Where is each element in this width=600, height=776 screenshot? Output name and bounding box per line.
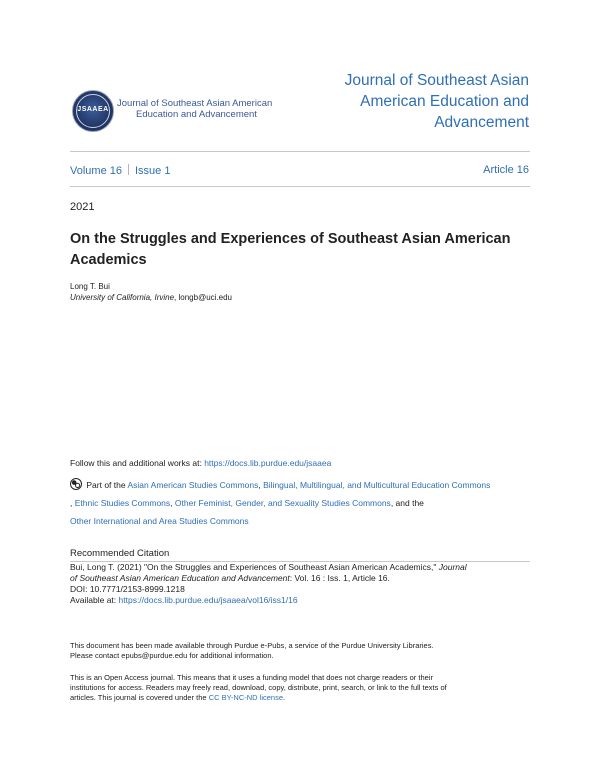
issue-link[interactable]: Issue 1	[134, 165, 171, 177]
commons-link-feminist-gender-sexuality[interactable]: Other Feminist, Gender, and Sexuality Studies Commons	[174, 498, 391, 508]
follow-link[interactable]: https://docs.lib.purdue.edu/jsaaea	[204, 458, 332, 468]
commons-link-bilingual-education[interactable]: Bilingual, Multilingual, and Multicultural Education Commons	[263, 480, 491, 490]
commons-link-ethnic-studies[interactable]: Ethnic Studies Commons	[74, 498, 171, 508]
author-name: Long T. Bui	[70, 282, 110, 291]
article-url-link[interactable]: https://docs.lib.purdue.edu/jsaaea/vol16/iss1/16	[118, 595, 298, 605]
divider	[70, 151, 530, 152]
author-email: , longb@uci.edu	[174, 293, 232, 302]
author-affiliation	[70, 293, 232, 303]
volume-link[interactable]: Volume 16	[70, 165, 122, 177]
commons-link-asian-american-studies[interactable]: Asian American Studies Commons	[127, 480, 259, 490]
follow-line: Follow this and additional works at: https://docs.lib.purdue.edu/jsaaea	[70, 458, 332, 468]
network-commons-icon	[70, 478, 82, 490]
volume-issue	[70, 164, 170, 177]
open-access-notice: This is an Open Access journal. This means that it uses a funding model that does not charge readers or their institutions for access. Readers may freely read, download, copy, distribute, print, search, or link to the full texts of articles. This journal is covered under the CC BY-NC-ND license.	[70, 673, 447, 702]
journal-logo	[72, 88, 302, 134]
publication-year: 2021	[70, 201, 95, 213]
logo-text: Journal of Southeast Asian American Education and Advancement	[117, 98, 273, 120]
commons-link-international-area-studies[interactable]: Other International and Area Studies Commons	[70, 516, 249, 526]
journal-title[interactable]: Journal of Southeast Asian American Education and Advancement	[344, 72, 529, 131]
article-title: On the Struggles and Experiences of Southeast Asian American Academics	[70, 231, 511, 268]
author-institution: University of California, Irvine	[70, 293, 175, 302]
recommended-citation: Bui, Long T. (2021) "On the Struggles and Experiences of Southeast Asian American Academics," Journal of Southeast Asian American Education and Advancement: Vol. 16 : Iss. 1, Article 16. DOI: 10.7771/2153-8999.1218 Available at: https://docs.lib.purdue.edu/jsaaea/vol16/iss1/16	[70, 562, 545, 606]
part-of-commons: Part of the Asian American Studies Commons, Bilingual, Multilingual, and Multicultural Education Commons , Ethnic Studies Commons, Other Feminist, Gender, and Sexuality Studies Commons, and the Other International and Area Studies Commons	[70, 480, 491, 526]
license-link[interactable]: CC BY-NC-ND license	[208, 693, 284, 702]
article-number-link[interactable]: Article 16	[483, 164, 529, 176]
divider	[70, 186, 530, 187]
recommended-citation-heading: Recommended Citation	[70, 548, 170, 559]
doi: DOI: 10.7771/2153-8999.1218	[70, 584, 185, 594]
epubs-notice: This document has been made available through Purdue e-Pubs, a service of the Purdue University Libraries. Please contact epubs@purdue.edu for additional information.	[70, 641, 434, 660]
logo-emblem	[72, 90, 114, 132]
logo-abbreviation: JSAAEA	[77, 106, 109, 113]
